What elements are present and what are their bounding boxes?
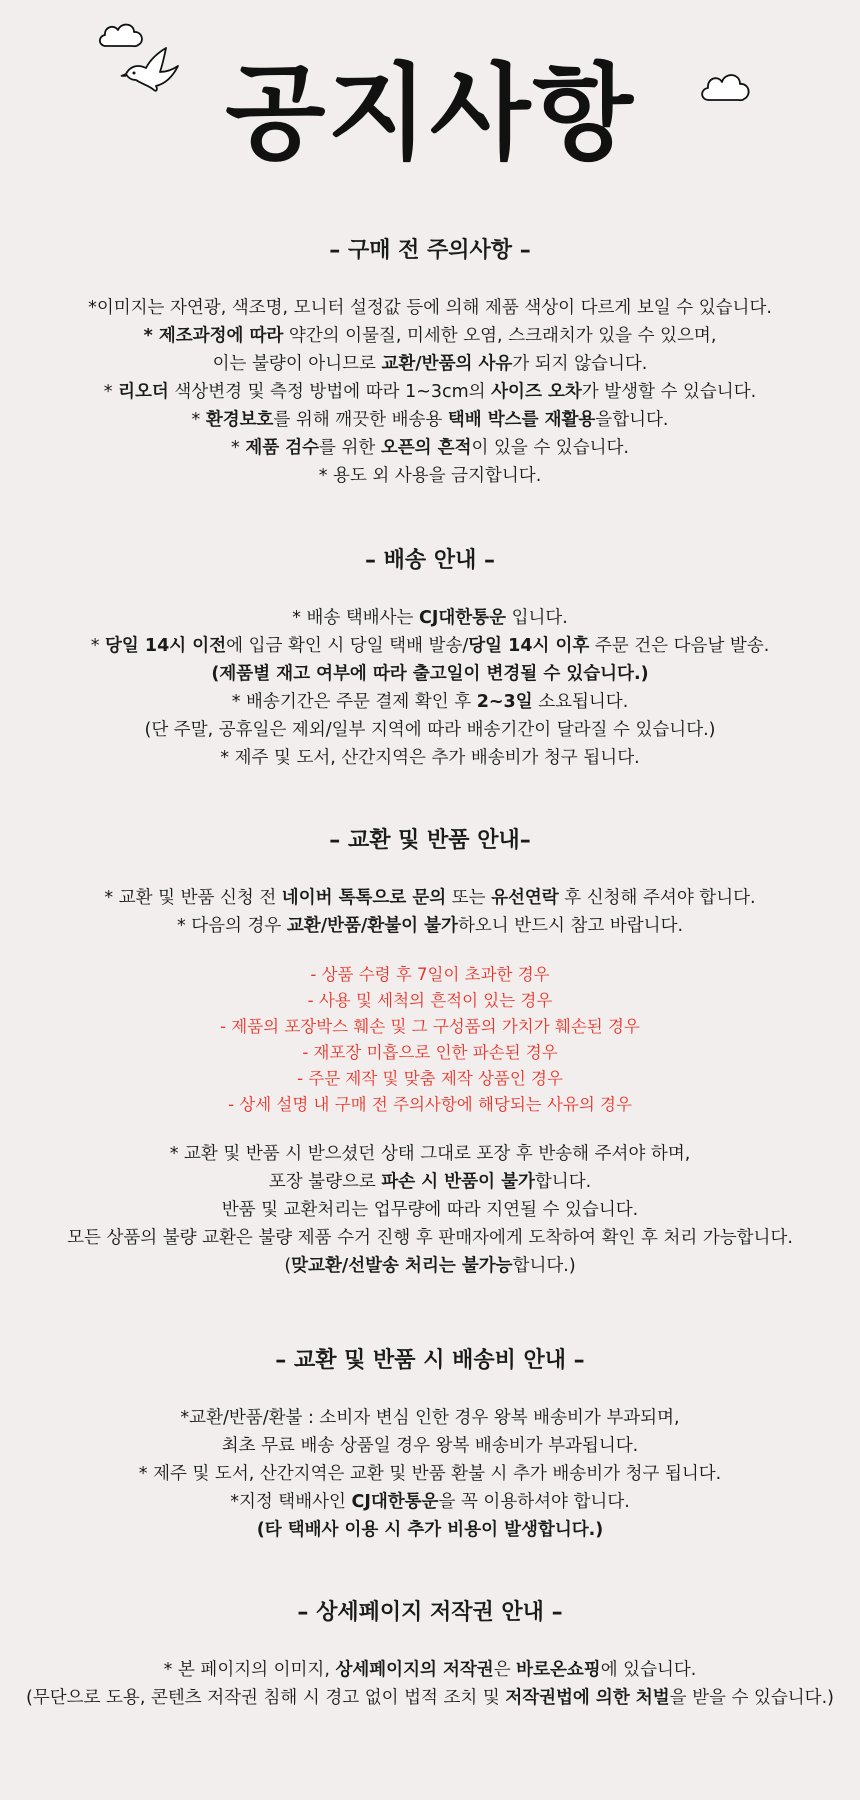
emphasis-text: 리오더	[118, 382, 169, 402]
text-run: *	[191, 410, 206, 430]
notice-line	[0, 1404, 860, 1432]
notice-line	[0, 660, 860, 688]
emphasis-text: 제품 검수	[245, 438, 320, 458]
text-run: * 교환 및 반품 시 받으셨던 상태 그대로 포장 후 반송해 주셔야 하며,	[169, 1144, 691, 1164]
emphasis-text: 당일 14시 이후	[468, 636, 590, 656]
emphasis-text: 택배 박스를 재활용	[447, 410, 596, 430]
text-run: 주문 건은 다음날 발송.	[589, 636, 770, 656]
text-run: 모든 상품의 불량 교환은 불량 제품 수거 진행 후 판매자에게 도착하여 확인 후 처리 가능합니다.	[67, 1228, 793, 1248]
emphasis-text: 사이즈 오차	[491, 382, 582, 402]
emphasis-text: 교환/반품/환불이 불가	[286, 916, 458, 936]
notice-line	[0, 462, 860, 490]
text-run: 를 위한	[319, 438, 381, 458]
text-run: 을합니다.	[595, 410, 669, 430]
section-heading: – 교환 및 반품 안내–	[329, 828, 531, 853]
text-run: (	[284, 1256, 292, 1276]
not-allowed-item	[0, 988, 860, 1014]
section-lines	[0, 884, 860, 1280]
notice-line	[0, 1684, 860, 1712]
section-lines	[0, 604, 860, 772]
section-heading: – 교환 및 반품 시 배송비 안내 –	[275, 1348, 585, 1373]
section-shipping	[0, 546, 860, 772]
emphasis-text: CJ대한통운	[351, 1492, 439, 1512]
emphasis-text: CJ대한통운	[419, 608, 506, 628]
text-run: * 다음의 경우	[176, 916, 287, 936]
text-run: *교환/반품/환불 : 소비자 변심 인한 경우 왕복 배송비가 부과되며,	[180, 1408, 680, 1428]
text-run: 최초 무료 배송 상품일 경우 왕복 배송비가 부과됩니다.	[221, 1436, 639, 1456]
emphasis-text: 당일 14시 이전	[105, 636, 227, 656]
notice-line	[0, 1224, 860, 1252]
emphasis-text: 바로온쇼핑	[516, 1660, 601, 1680]
text-run: - 사용 및 세척의 흔적이 있는 경우	[307, 991, 553, 1010]
not-allowed-item	[0, 1092, 860, 1118]
section-lines	[0, 294, 860, 490]
emphasis-text: 2~3일	[476, 692, 533, 712]
text-run: - 제품의 포장박스 훼손 및 그 구성품의 가치가 훼손된 경우	[220, 1017, 640, 1036]
not-allowed-item	[0, 1040, 860, 1066]
notice-line	[0, 1488, 860, 1516]
notice-line	[0, 744, 860, 772]
text-run: *	[230, 438, 246, 458]
emphasis-text: 유선연락	[491, 888, 559, 908]
text-run: 입니다.	[506, 608, 568, 628]
text-run: 에 입금 확인 시 당일 택배 발송/	[226, 636, 469, 656]
section-shipping-fee	[0, 1346, 860, 1544]
notice-line	[0, 1168, 860, 1196]
notice-line	[0, 1432, 860, 1460]
notice-line	[0, 1140, 860, 1168]
emphasis-text: 저작권법에 의한 처벌	[505, 1688, 670, 1708]
notice-line	[0, 1252, 860, 1280]
notice-line	[0, 350, 860, 378]
not-allowed-item	[0, 1066, 860, 1092]
notice-line	[0, 912, 860, 940]
emphasis-text: 파손 시 반품이 불가	[381, 1172, 535, 1192]
section-exchange-return	[0, 826, 860, 1280]
section-heading: – 상세페이지 저작권 안내 –	[297, 1600, 563, 1625]
notice-line	[0, 434, 860, 462]
text-run: - 주문 제작 및 맞춤 제작 상품인 경우	[297, 1069, 563, 1088]
text-run: * 본 페이지의 이미지,	[163, 1660, 336, 1680]
section-copyright	[0, 1598, 860, 1712]
text-run: * 교환 및 반품 신청 전	[104, 888, 282, 908]
notice-line	[0, 884, 860, 912]
notice-line	[0, 294, 860, 322]
notice-line	[0, 1516, 860, 1544]
emphasis-text: 오픈의 흔적	[380, 438, 472, 458]
text-run: 에 있습니다.	[600, 1660, 697, 1680]
section-pre-purchase	[0, 236, 860, 490]
text-run: 은	[493, 1660, 517, 1680]
not-allowed-item	[0, 1014, 860, 1040]
text-run: 하오니 반드시 참고 바랍니다.	[457, 916, 684, 936]
emphasis-text: * 제조과정에 따라	[143, 326, 284, 346]
text-run: (무단으로 도용, 콘텐츠 저작권 침해 시 경고 없이 법적 조치 및	[26, 1688, 506, 1708]
notice-line	[0, 716, 860, 744]
text-run: *지정 택배사인	[230, 1492, 352, 1512]
notice-line	[0, 1656, 860, 1684]
not-allowed-item	[0, 962, 860, 988]
text-run: 색상변경 및 측정 방법에 따라 1~3cm의	[168, 382, 492, 402]
emphasis-text: 환경보호	[205, 410, 274, 430]
emphasis-text: 네이버 톡톡으로 문의	[281, 888, 447, 908]
emphasis-text: 상세페이지의 저작권	[335, 1660, 494, 1680]
section-lines	[0, 1656, 860, 1712]
notice-line	[0, 688, 860, 716]
notice-line	[0, 632, 860, 660]
notice-line	[0, 406, 860, 434]
section-heading: – 구매 전 주의사항 –	[329, 238, 531, 263]
text-run: 후 신청해 주셔야 합니다.	[558, 888, 756, 908]
text-run: 합니다.	[534, 1172, 592, 1192]
spacer	[0, 1118, 860, 1140]
text-run: 이는 불량이 아니므로	[212, 354, 382, 374]
text-run: * 제주 및 도서, 산간지역은 추가 배송비가 청구 됩니다.	[220, 748, 640, 768]
text-run: - 상품 수령 후 7일이 초과한 경우	[310, 965, 550, 984]
notice-line	[0, 1196, 860, 1224]
text-run: 이 있을 수 있습니다.	[471, 438, 629, 458]
text-run: *이미지는 자연광, 색조명, 모니터 설정값 등에 의해 제품 색상이 다르게 보일 수 있습니다.	[88, 298, 772, 318]
text-run: 포장 불량으로	[268, 1172, 382, 1192]
text-run: * 배송 택배사는	[292, 608, 420, 628]
text-run: 가 발생할 수 있습니다.	[581, 382, 757, 402]
notice-line	[0, 378, 860, 406]
text-run: (단 주말, 공휴일은 제외/일부 지역에 따라 배송기간이 달라질 수 있습니다.)	[144, 720, 716, 740]
emphasis-text: 맞교환/선발송 처리는 불가능	[291, 1256, 513, 1276]
section-heading: – 배송 안내 –	[365, 548, 495, 573]
text-run: 를 위해 깨끗한 배송용	[273, 410, 448, 430]
emphasis-text: (제품별 재고 여부에 따라 출고일이 변경될 수 있습니다.)	[211, 664, 649, 684]
text-run: - 재포장 미흡으로 인한 파손된 경우	[302, 1043, 558, 1062]
emphasis-text: 교환/반품의 사유	[381, 354, 513, 374]
text-run: - 상세 설명 내 구매 전 주의사항에 해당되는 사유의 경우	[228, 1095, 632, 1114]
text-run: 가 되지 않습니다.	[512, 354, 648, 374]
text-run: * 용도 외 사용을 금지합니다.	[318, 466, 542, 486]
text-run: 반품 및 교환처리는 업무량에 따라 지연될 수 있습니다.	[221, 1200, 639, 1220]
text-run: *	[90, 636, 106, 656]
text-run: * 제주 및 도서, 산간지역은 교환 및 반품 환불 시 추가 배송비가 청구 됩니다.	[138, 1464, 722, 1484]
page-title: 공지사항	[225, 52, 635, 174]
notice-line	[0, 1460, 860, 1488]
emphasis-text: (타 택배사 이용 시 추가 비용이 발생합니다.)	[256, 1520, 604, 1540]
text-run: *	[103, 382, 119, 402]
notice-line	[0, 604, 860, 632]
text-run: 소요됩니다.	[532, 692, 629, 712]
spacer	[0, 940, 860, 962]
section-lines	[0, 1404, 860, 1544]
notice-line	[0, 322, 860, 350]
text-run: 을 꼭 이용하셔야 합니다.	[438, 1492, 630, 1512]
text-run: * 배송기간은 주문 결제 확인 후	[231, 692, 477, 712]
text-run: 약간의 이물질, 미세한 오염, 스크래치가 있을 수 있으며,	[283, 326, 717, 346]
text-run: 합니다.)	[512, 1256, 576, 1276]
text-run: 또는	[446, 888, 492, 908]
text-run: 을 받을 수 있습니다.)	[669, 1688, 834, 1708]
